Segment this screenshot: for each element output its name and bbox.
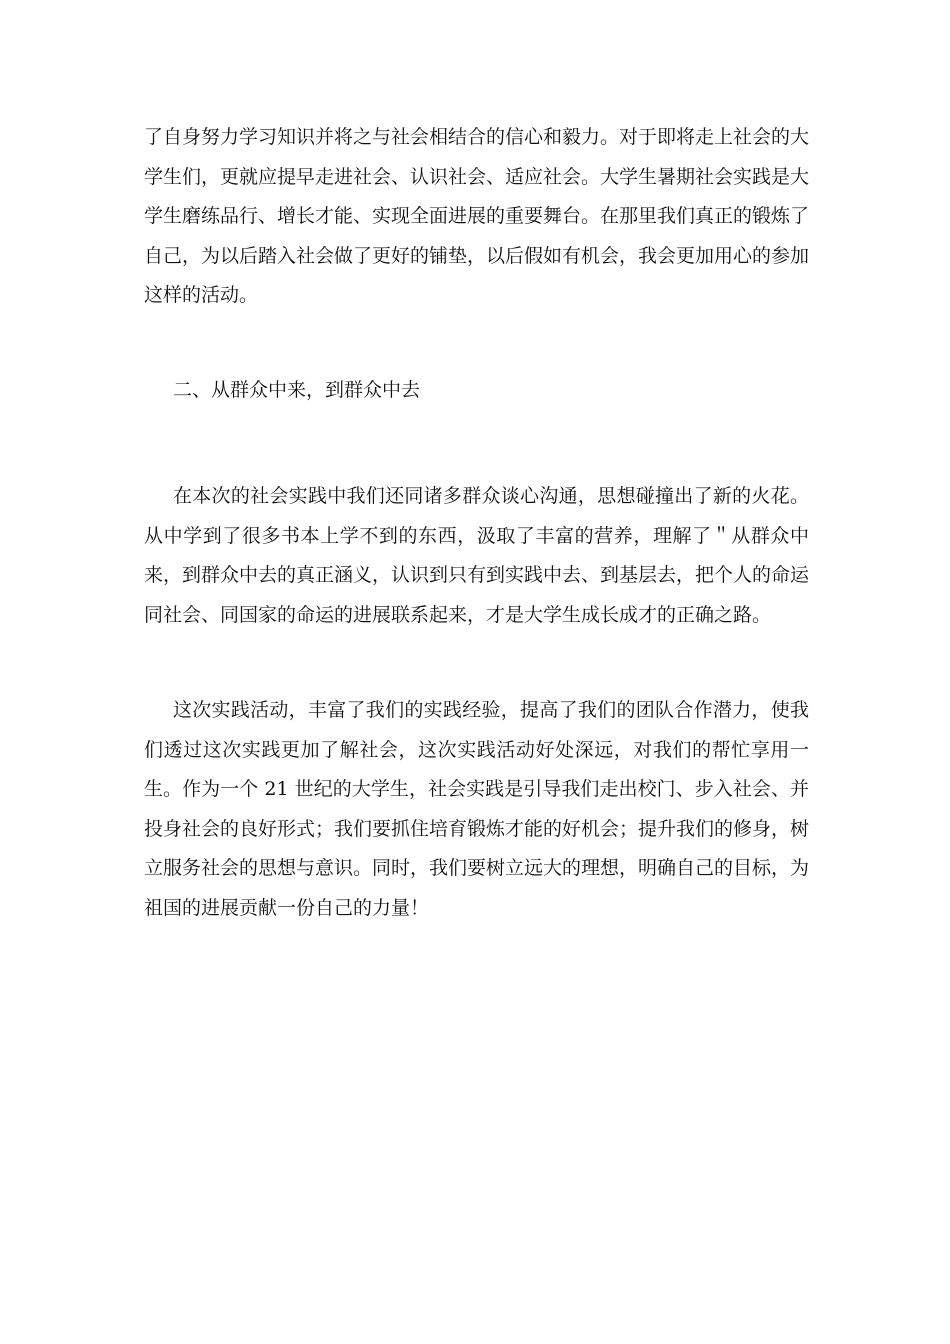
paragraph-continued: 了自身努力学习知识并将之与社会相结合的信心和毅力。对于即将走上社会的大学生们，更就应提早走进社会、认识社会、适应社会。大学生暑期社会实践是大学生磨练品行、增长才能、实现全面进展的重要舞台。在那里我们真正的锻炼了自己，为以后踏入社会做了更好的铺垫，以后假如有机会，我会更加用心的参加这样的活动。 (144, 126, 810, 306)
paragraph-masses: 在本次的社会实践中我们还同诸多群众谈心沟通，思想碰撞出了新的火花。从中学到了很多书本上学不到的东西，汲取了丰富的营养，理解了＂从群众中来，到群众中去的真正涵义，认识到只有到实践中去、到基层去，把个人的命运同社会、同国家的命运的进展联系起来，才是大学生成长成才的正确之路。 (144, 485, 810, 626)
section-heading: 二、从群众中来，到群众中去 (173, 379, 421, 401)
paragraph-conclusion: 这次实践活动，丰富了我们的实践经验，提高了我们的团队合作潜力，使我们透过这次实践更加了解社会，这次实践活动好处深远，对我们的帮忙享用一生。作为一个 21 世纪的大学生，社会实践是引导我们走出校门、步入社会、并投身社会的良好形式；我们要抓住培育锻炼才能的好机会；提升我们的修身，树立服务社会的思想与意识。同时，我们要树立远大的理想，明确自己的目标，为祖国的进展贡献一份自己的力量！ (144, 699, 810, 919)
